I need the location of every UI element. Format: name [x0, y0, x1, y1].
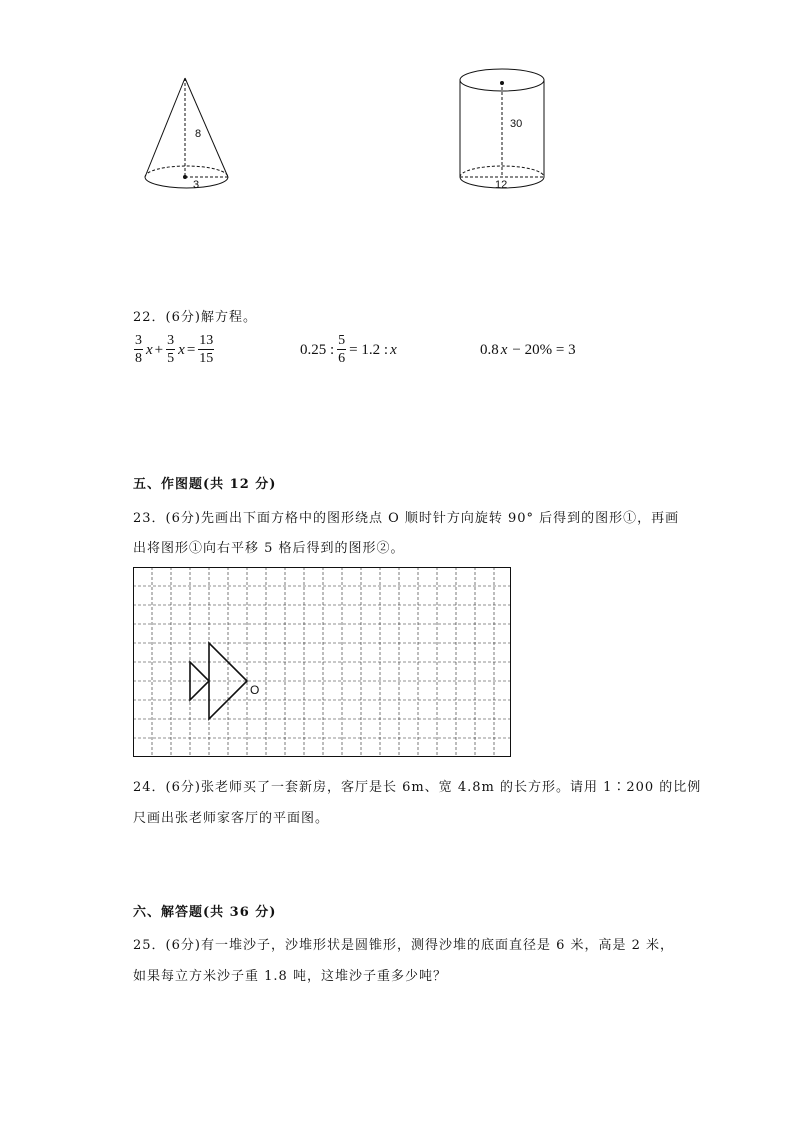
q24-line-2: 尺画出张老师家客厅的平面图。: [133, 811, 330, 826]
cone-base-front: [145, 177, 228, 188]
q25-line-1: 25．(6分)有一堆沙子，沙堆形状是圆锥形，测得沙堆的底面直径是 6 米，高是 2 米，: [133, 938, 675, 953]
cone-figure: [135, 70, 245, 200]
cylinder-figure: [452, 62, 552, 198]
cone-radius-label: 3: [193, 179, 200, 191]
q22-equation-2: 0.25 : $\frac{5}{6}$ = 1.2 : x: [300, 333, 397, 366]
fraction: $\frac{13}{15}$: [199, 333, 214, 366]
rotation-point-label: O: [250, 683, 260, 697]
q22-equation-3: 0.8 x − 20% = 3: [480, 342, 576, 358]
section-6-title: 六、解答题(共 36 分): [133, 905, 277, 920]
cone-left-edge: [145, 78, 185, 177]
cylinder-height-label: 30: [510, 118, 523, 130]
cone-height-label: 8: [195, 128, 202, 140]
cylinder-top-center-dot: [500, 81, 504, 85]
fraction: $\frac{3}{8}$: [135, 333, 142, 366]
q23-grid: [133, 567, 513, 757]
q24-line-1: 24．(6分)张老师买了一套新房，客厅是长 6m、宽 4.8m 的长方形。请用 1∶200 的比例: [133, 780, 702, 795]
q25-line-2: 如果每立方米沙子重 1.8 吨，这堆沙子重多少吨？: [133, 969, 447, 984]
section-5-title: 五、作图题(共 12 分): [133, 477, 277, 492]
q22-prompt: 22．(6分)解方程。: [133, 310, 257, 325]
cylinder-diameter-label: 12: [495, 179, 508, 191]
q22-equation-1: $\frac{3}{8}$ x + $\frac{3}{5}$ x = $\frac{13}{15}$: [135, 333, 214, 366]
cone-center-dot: [183, 175, 187, 179]
q23-line-2: 出将图形①向右平移 5 格后得到的图形②。: [133, 541, 405, 556]
fraction: $\frac{3}{5}$: [167, 333, 175, 366]
cone-right-edge: [185, 78, 228, 177]
q23-line-1: 23．(6分)先画出下面方格中的图形绕点 O 顺时针方向旋转 90° 后得到的图形①，再画: [133, 511, 680, 526]
cone-base-back: [145, 166, 228, 177]
fraction: $\frac{5}{6}$: [338, 333, 346, 366]
